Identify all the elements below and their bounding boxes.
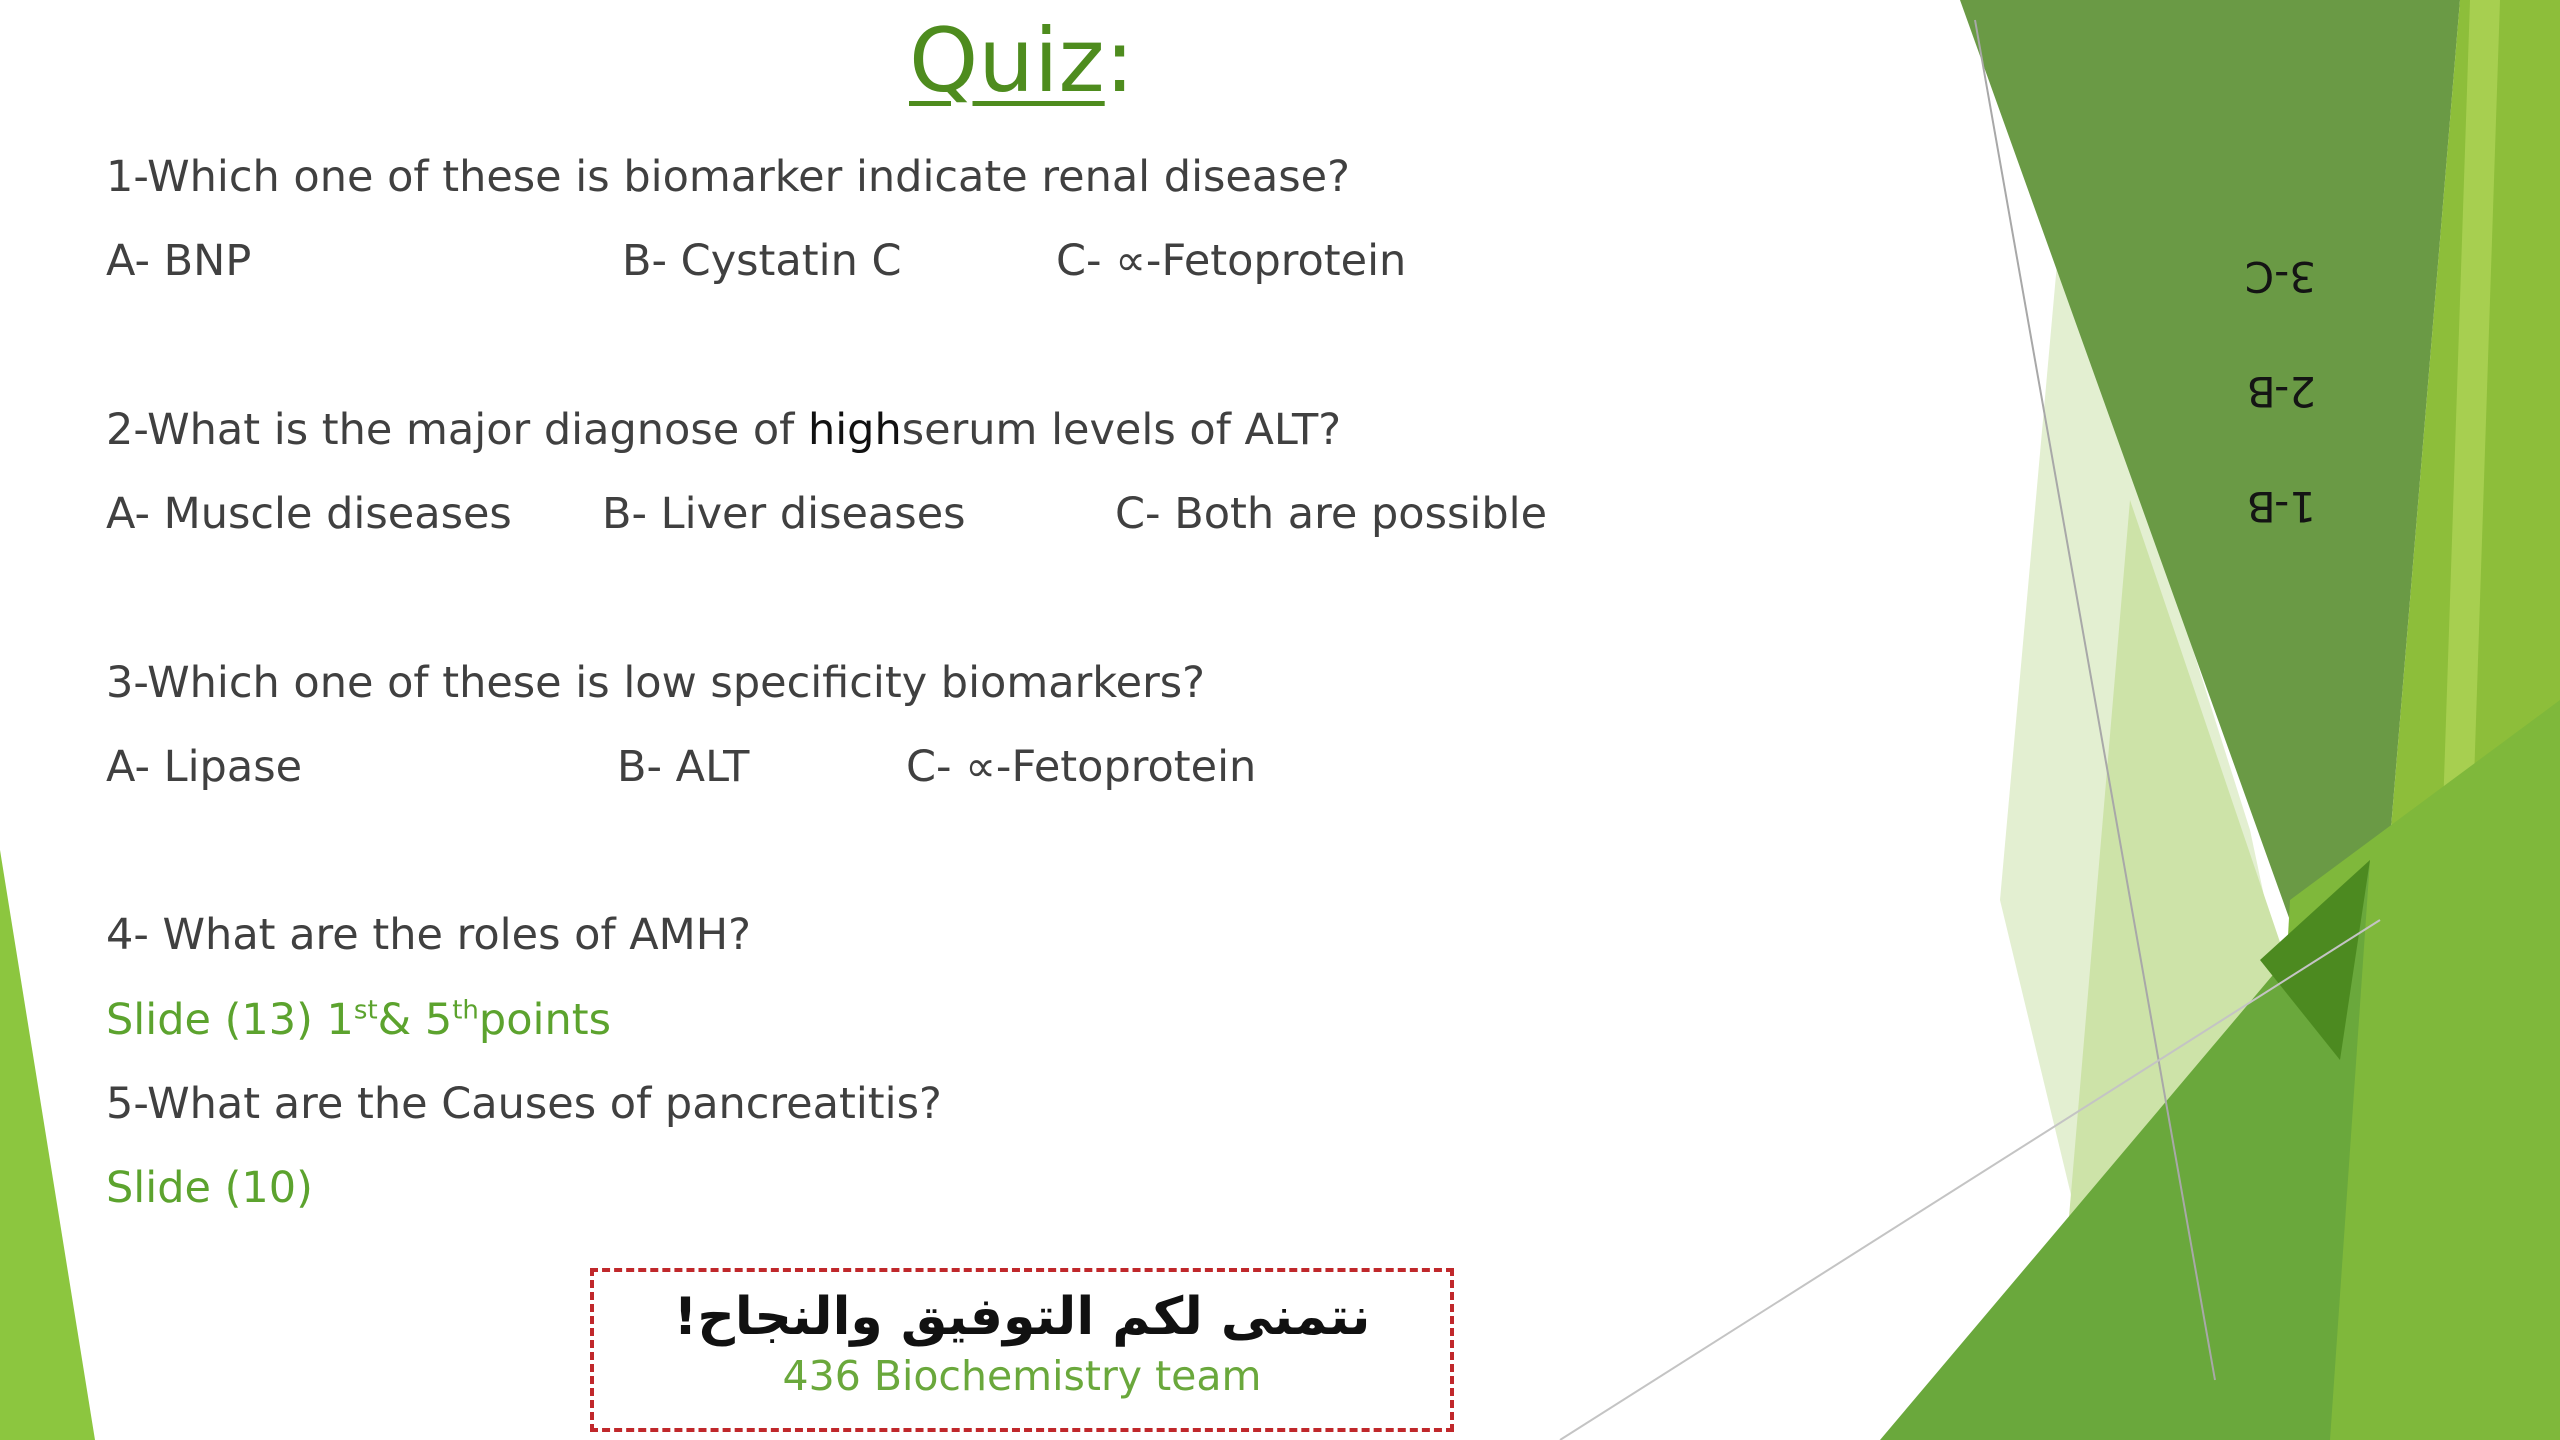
page-title bbox=[909, 8, 1134, 114]
footer-box bbox=[590, 1268, 1454, 1432]
title-colon: : bbox=[1104, 9, 1135, 112]
q2-option-a: A- Muscle diseases bbox=[106, 489, 512, 539]
q4-answer-sup2: th bbox=[452, 995, 479, 1026]
q2-option-b: B- Liver diseases bbox=[602, 489, 966, 539]
q3-option-a: A- Lipase bbox=[106, 742, 303, 792]
q1-option-a: A- BNP bbox=[106, 236, 252, 286]
q3-option-b: B- ALT bbox=[617, 742, 750, 792]
answer-key-3: 3-C bbox=[2244, 252, 2316, 301]
answer-key-1: 1-B bbox=[2246, 482, 2316, 531]
footer-team-name: 436 Biochemistry team bbox=[782, 1352, 1262, 1401]
q1-option-c: C- ∝-Fetoprotein bbox=[1056, 236, 1407, 286]
q3-option-c: C- ∝-Fetoprotein bbox=[906, 742, 1257, 792]
question-3: 3-Which one of these is low specificity biomarkers? bbox=[106, 658, 1205, 708]
left-green-strip bbox=[0, 850, 95, 1440]
q1-option-b: B- Cystatin C bbox=[622, 236, 902, 286]
q4-answer-sup1: st bbox=[353, 995, 378, 1026]
q2-text-post: serum levels of ALT? bbox=[901, 405, 1342, 455]
answer-key-2: 2-B bbox=[2246, 367, 2316, 416]
q2-text-emphasis: high bbox=[807, 405, 902, 455]
answer-key bbox=[2236, 234, 2316, 564]
question-1: 1-Which one of these is biomarker indicate renal disease? bbox=[106, 152, 1350, 202]
q2-text-pre: 2-What is the major diagnose of bbox=[106, 405, 808, 455]
q2-option-c: C- Both are possible bbox=[1115, 489, 1548, 539]
q4-answer-post: points bbox=[478, 995, 611, 1045]
q5-answer: Slide (10) bbox=[106, 1163, 313, 1213]
question-5: 5-What are the Causes of pancreatitis? bbox=[106, 1079, 942, 1129]
q4-answer bbox=[106, 995, 611, 1047]
footer-arabic-wish: نتمنى لكم التوفيق والنجاح! bbox=[673, 1287, 1371, 1347]
q4-answer-mid: & 5 bbox=[377, 995, 453, 1045]
question-4: 4- What are the roles of AMH? bbox=[106, 910, 751, 960]
q4-answer-pre: Slide (13) 1 bbox=[106, 995, 354, 1045]
title-text: Quiz bbox=[909, 9, 1105, 112]
question-2 bbox=[106, 405, 1341, 457]
